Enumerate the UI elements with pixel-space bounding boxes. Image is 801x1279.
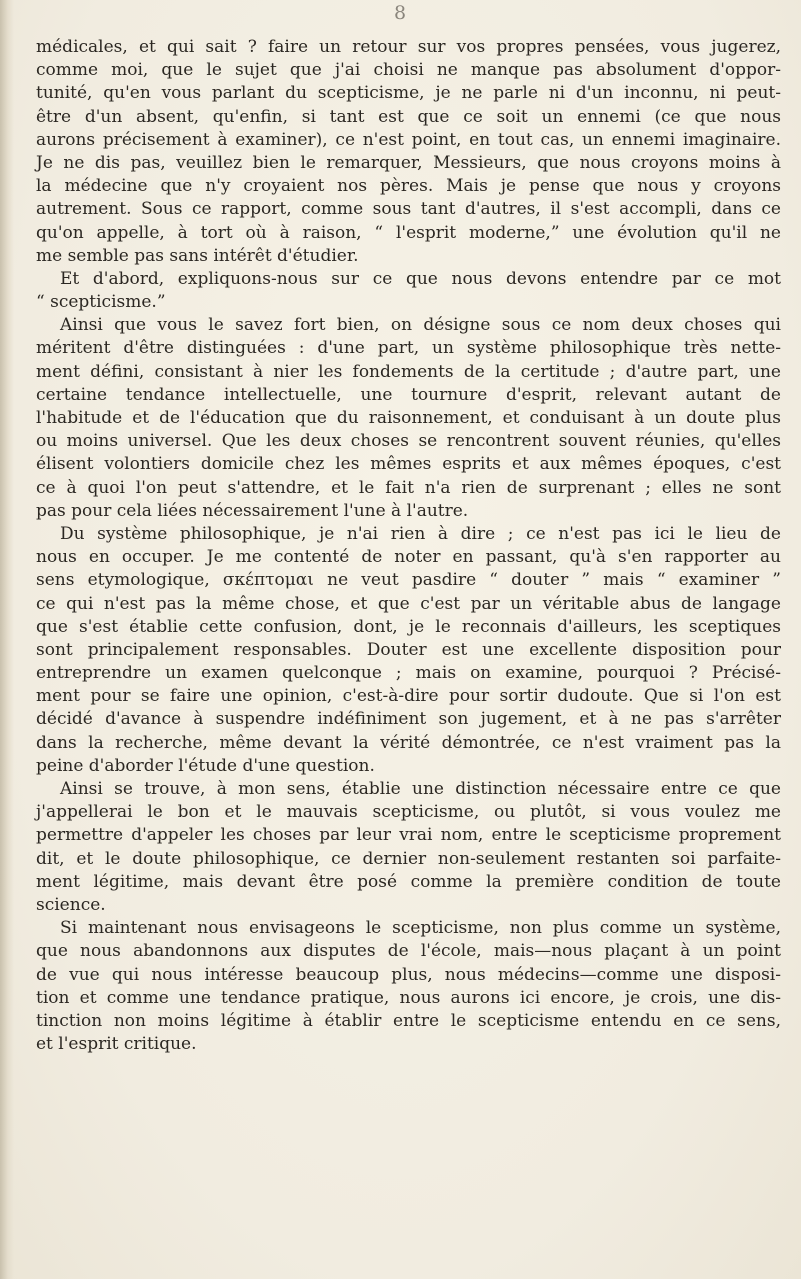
text-line: comme moi, que le sujet que j'ai choisi ne manque pas absolument d'oppor- (36, 60, 781, 81)
text-line: qu'on appelle, à tort où à raison, “ l'esprit moderne,” une évolution qu'il ne (36, 222, 781, 243)
body-text (36, 36, 781, 1056)
text-line: dans la recherche, même devant la vérité démontrée, ce n'est vraiment pas la (36, 732, 781, 753)
text-line: entreprendre un examen quelconque ; mais on examine, pourquoi ? Précisé- (36, 663, 781, 684)
text-line: tinction non moins légitime à établir entre le scepticisme entendu en ce sens, (36, 1010, 781, 1031)
text-line: Ainsi se trouve, à mon sens, établie une distinction nécessaire entre ce que (60, 779, 781, 799)
text-line: Et d'abord, expliquons-nous sur ce que nous devons entendre par ce mot (60, 268, 781, 289)
text-line: ou moins universel. Que les deux choses se rencontrent souvent réunies, qu'elles (36, 431, 781, 452)
text-line: que s'est établie cette confusion, dont, je le reconnais d'ailleurs, les sceptiques (36, 616, 781, 637)
text-line: Du système philosophique, je n'ai rien à dire ; ce n'est pas ici le lieu de (60, 523, 781, 544)
text-line: j'appellerai le bon et le mauvais scepticisme, ou plutôt, si vous voulez me (36, 802, 781, 823)
text-line: me semble pas sans intérêt d'étudier. (36, 245, 359, 266)
text-line: élisent volontiers domicile chez les mêmes esprits et aux mêmes époques, c'est (36, 454, 781, 475)
text-line: Je ne dis pas, veuillez bien le remarquer, Messieurs, que nous croyons moins à (36, 152, 781, 173)
text-line: aurons précisement à examiner), ce n'est point, en tout cas, un ennemi imaginaire. (36, 129, 781, 150)
text-line: dit, et le doute philosophique, ce dernier non-seulement restanten soi parfaite- (36, 848, 781, 869)
text-line: nous en occuper. Je me contenté de noter en passant, qu'à s'en rapporter au (36, 547, 781, 568)
text-line: “ scepticisme.” (36, 292, 166, 313)
text-line: que nous abandonnons aux disputes de l'école, mais—nous plaçant à un point (36, 941, 781, 962)
text-line: permettre d'appeler les choses par leur vrai nom, entre le scepticisme proprement (36, 825, 781, 846)
text-line: ment pour se faire une opinion, c'est-à-dire pour sortir dudoute. Que si l'on est (36, 686, 781, 707)
text-line: méritent d'être distinguées : d'une part, un système philosophique très nette- (36, 338, 781, 359)
text-line: pas pour cela liées nécessairement l'une à l'autre. (36, 500, 469, 521)
text-line: certaine tendance intellectuelle, une tournure d'esprit, relevant autant de (36, 384, 781, 405)
text-line: sont principalement responsables. Douter est une excellente disposition pour (36, 639, 781, 660)
binding-gutter-shadow (0, 0, 14, 1279)
text-line: peine d'aborder l'étude d'une question. (36, 755, 375, 776)
text-line: et l'esprit critique. (36, 1034, 197, 1055)
text-line: l'habitude et de l'éducation que du raisonnement, et conduisant à un doute plus (36, 408, 781, 428)
page-number: 8 (393, 2, 408, 24)
text-line: décidé d'avance à suspendre indéfiniment son jugement, et à ne pas s'arrêter (36, 709, 781, 730)
text-line: ce qui n'est pas la même chose, et que c'est par un véritable abus de langage (36, 593, 781, 614)
text-line: sens etymologique, σκέπτομαι ne veut pasdire “ douter ” mais “ examiner ” (36, 570, 781, 591)
text-line: autrement. Sous ce rapport, comme sous tant d'autres, il s'est accompli, dans ce (36, 199, 781, 220)
text-line: de vue qui nous intéresse beaucoup plus, nous médecins—comme une disposi- (36, 964, 781, 985)
text-line: ment légitime, mais devant être posé comme la première condition de toute (36, 871, 781, 892)
text-line: être d'un absent, qu'enfin, si tant est que ce soit un ennemi (ce que nous (36, 106, 781, 127)
text-line: Ainsi que vous le savez fort bien, on désigne sous ce nom deux choses qui (60, 315, 781, 336)
text-line: science. (36, 894, 106, 915)
text-line: ce à quoi l'on peut s'attendre, et le fait n'a rien de surprenant ; elles ne sont (36, 477, 781, 498)
text-line: ment défini, consistant à nier les fondements de la certitude ; d'autre part, une (36, 361, 781, 382)
text-line: médicales, et qui sait ? faire un retour sur vos propres pensées, vous jugerez, (36, 37, 781, 57)
text-line: Si maintenant nous envisageons le scepticisme, non plus comme un système, (60, 918, 781, 939)
text-line: tunité, qu'en vous parlant du scepticisme, je ne parle ni d'un inconnu, ni peut- (36, 83, 781, 104)
text-line: la médecine que n'y croyaient nos pères. Mais je pense que nous y croyons (36, 176, 781, 197)
text-line: tion et comme une tendance pratique, nous aurons ici encore, je crois, une dis- (36, 987, 781, 1008)
